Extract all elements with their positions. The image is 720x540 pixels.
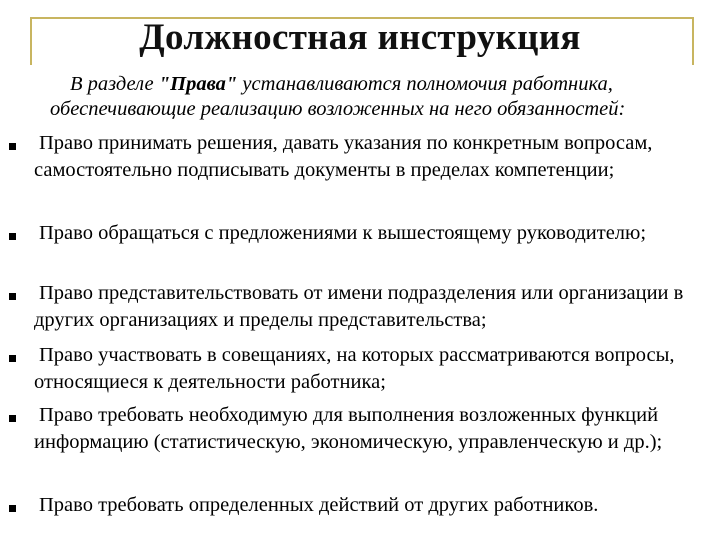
list-item-text: Право обращаться с предложениями к вышестоящему руководителю; [39,222,647,244]
square-bullet-icon [9,505,16,512]
list-item-text: Право принимать решения, давать указания по конкретным вопросам, самостоятельно подписывать документы в пределах компетенции; [34,132,653,181]
intro-line-2: обеспечивающие реализацию возложенных на него обязанностей: [50,98,626,120]
intro-paragraph [50,72,710,122]
intro-prefix: В разделе [70,73,159,95]
list-item-text: Право представительствовать от имени подразделения или организации в других организациях и пределы представительства; [34,282,684,331]
intro-line-1 [50,72,710,97]
intro-bold-term: "Права" [158,73,238,95]
list-item-text: Право требовать необходимую для выполнения возложенных функций информацию (статистическую, экономическую, управленческую и др.); [34,404,663,453]
square-bullet-icon [9,233,16,240]
square-bullet-icon [9,415,16,422]
square-bullet-icon [9,355,16,362]
list-item-text: Право участвовать в совещаниях, на которых рассматриваются вопросы, относящиеся к деятельности работника; [34,344,675,393]
page-title: Должностная инструкция [139,17,581,58]
square-bullet-icon [9,143,16,150]
list-item-text: Право требовать определенных действий от других работников. [39,494,599,516]
square-bullet-icon [9,293,16,300]
intro-suffix: устанавливаются полномочия работника, [237,73,613,95]
